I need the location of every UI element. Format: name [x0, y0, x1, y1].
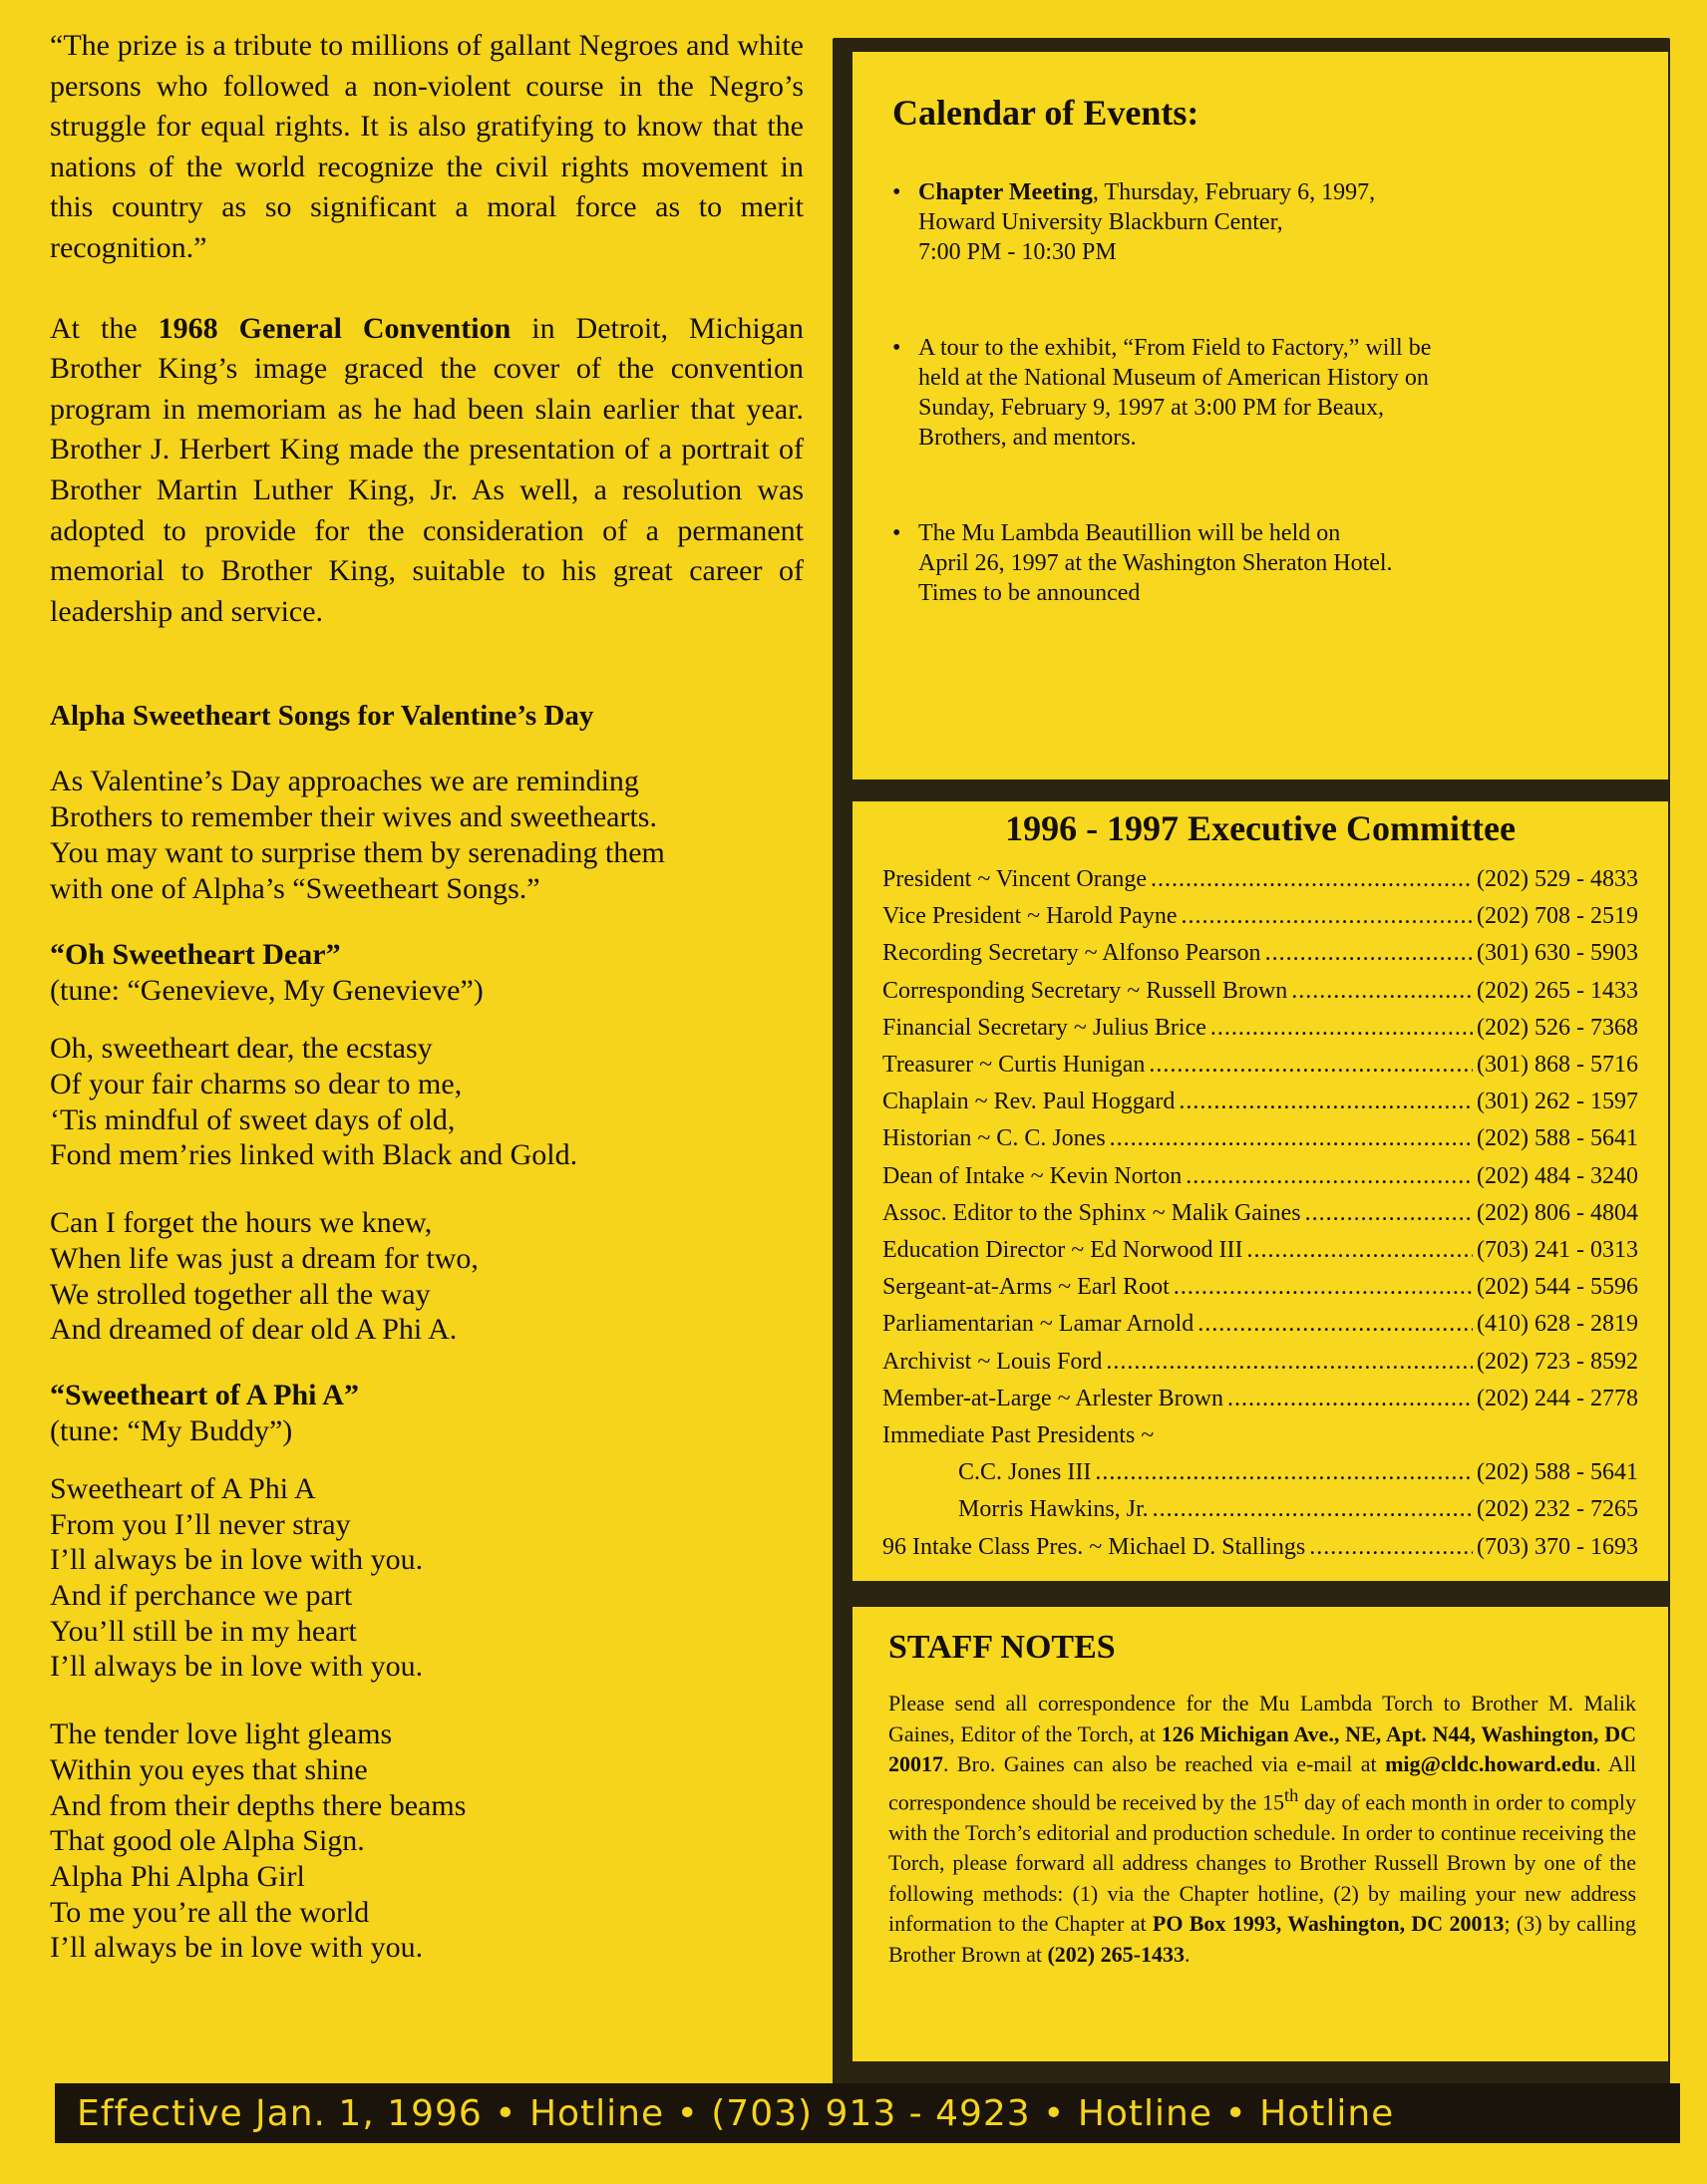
lyric-line: I’ll always be in love with you.: [50, 1931, 424, 1965]
leader-dots: [1309, 1529, 1473, 1566]
leader-dots: [1265, 935, 1473, 972]
editor-email: mig@cldc.howard.edu: [1385, 1751, 1596, 1777]
event-line: 7:00 PM - 10:30 PM: [918, 239, 1117, 265]
left-column: [50, 26, 804, 1966]
executive-row: [882, 1491, 1638, 1528]
lyric-line: Of your fair charms so dear to me,: [50, 1068, 463, 1101]
leader-dots: [1197, 1306, 1473, 1343]
executive-committee-panel: [853, 801, 1668, 1581]
lyric-line: That good ole Alpha Sign.: [50, 1824, 365, 1858]
lyric-line: When life was just a dream for two,: [50, 1241, 479, 1275]
executive-row: [882, 1454, 1638, 1491]
leader-dots: [1149, 1047, 1473, 1084]
leader-dots: [1305, 1195, 1473, 1232]
executive-row: [882, 1529, 1638, 1566]
lyric-line: Alpha Phi Alpha Girl: [50, 1859, 305, 1893]
leader-dots: [1174, 1269, 1473, 1306]
member-phone: (202) 529 - 4833: [1477, 866, 1638, 892]
staff-notes-panel: [853, 1607, 1668, 2061]
member-role: President ~ Vincent Orange: [882, 866, 1148, 892]
executive-row: [882, 973, 1638, 1010]
staff-text: day of each month in order to comply with the Torch’s editorial and production schedule. In order to continue receiving the Torch, please forward all address changes to Brother Russell Brown by one of the following methods: (1) via the Chapter hotline, (2) by mailing your new address information to the Chapter at: [888, 1789, 1636, 1937]
leader-dots: [1095, 1454, 1473, 1491]
lyric-line: Can I forget the hours we knew,: [50, 1206, 433, 1240]
executive-row: [882, 1158, 1638, 1195]
intro-line: You may want to surprise them by serenading them: [50, 836, 665, 870]
songs-intro: [50, 764, 804, 907]
member-phone: (703) 370 - 1693: [1477, 1533, 1638, 1560]
executive-row: [882, 1010, 1638, 1047]
lyric-line: Within you eyes that shine: [50, 1752, 368, 1786]
member-phone: (202) 484 - 3240: [1477, 1162, 1638, 1189]
event-line: A tour to the exhibit, “From Field to Factory,” will be: [918, 335, 1432, 361]
brown-phone: (202) 265-1433: [1047, 1942, 1185, 1968]
ordinal-suffix: th: [1283, 1784, 1299, 1805]
executive-row: [882, 1381, 1638, 1417]
lyric-line: And from their depths there beams: [50, 1788, 467, 1822]
lyric-line: Oh, sweetheart dear, the ecstasy: [50, 1032, 433, 1066]
songs-heading: Alpha Sweetheart Songs for Valentine’s Day: [50, 700, 594, 733]
executive-row: [882, 1232, 1638, 1269]
executive-row: [882, 1344, 1638, 1381]
member-role: Morris Hawkins, Jr.: [958, 1496, 1149, 1523]
calendar-event: [892, 177, 1630, 267]
staff-notes-body: [888, 1689, 1636, 1971]
calendar-list: [892, 177, 1630, 608]
member-phone: (202) 526 - 7368: [1477, 1014, 1638, 1041]
leader-dots: [1179, 1084, 1473, 1120]
song2-stanza-2: [50, 1716, 804, 1966]
executive-row: [882, 1417, 1638, 1454]
member-role: Assoc. Editor to the Sphinx ~ Malik Gaines: [882, 1199, 1301, 1226]
member-phone: (202) 265 - 1433: [1477, 977, 1638, 1004]
member-role: Parliamentarian ~ Lamar Arnold: [882, 1311, 1195, 1338]
member-role: Archivist ~ Louis Ford: [882, 1348, 1103, 1375]
event-line: Times to be announced: [918, 580, 1141, 606]
member-phone: (703) 241 - 0313: [1477, 1237, 1638, 1264]
member-phone: (410) 628 - 2819: [1477, 1311, 1638, 1338]
staff-notes-title: STAFF NOTES: [888, 1629, 1116, 1666]
leader-dots: [1186, 1158, 1473, 1195]
staff-text: . All correspondence should be received by the 15: [888, 1751, 1636, 1815]
leader-dots: [1151, 861, 1473, 898]
member-role: Corresponding Secretary ~ Russell Brown: [882, 977, 1288, 1004]
leader-dots: [1153, 1491, 1473, 1528]
member-role: Member-at-Large ~ Arlester Brown: [882, 1385, 1223, 1411]
quote-paragraph: “The prize is a tribute to millions of gallant Negroes and white persons who followed a non-violent course in the Negro’s struggle for equal rights. It is also gratifying to know that the nations of the world recognize the civil rights movement in this country as so significant a moral force as to merit recognition.”: [50, 29, 804, 264]
member-phone: (301) 630 - 5903: [1477, 940, 1638, 967]
member-phone: (301) 262 - 1597: [1477, 1089, 1638, 1115]
member-role: Treasurer ~ Curtis Hunigan: [882, 1052, 1146, 1079]
song1-stanza-1: [50, 1031, 804, 1173]
song1-tune: (tune: “Genevieve, My Genevieve”): [50, 974, 484, 1008]
member-role: Financial Secretary ~ Julius Brice: [882, 1014, 1206, 1041]
song2-tune: (tune: “My Buddy”): [50, 1413, 293, 1447]
executive-row: [882, 1269, 1638, 1306]
chapter-pobox: PO Box 1993, Washington, DC 20013: [1152, 1911, 1505, 1937]
event-line: The Mu Lambda Beautillion will be held on: [918, 520, 1341, 546]
song1-stanza-2: [50, 1205, 804, 1348]
leader-dots: [1110, 1120, 1473, 1157]
lyric-line: I’ll always be in love with you.: [50, 1650, 424, 1684]
member-role: C.C. Jones III: [958, 1459, 1092, 1486]
executive-row: [882, 1195, 1638, 1232]
calendar-event: [892, 333, 1630, 453]
staff-text: .: [1184, 1942, 1191, 1968]
lyric-line: To me you’re all the world: [50, 1895, 370, 1929]
lyric-line: And if perchance we part: [50, 1579, 353, 1613]
event-line: , Thursday, February 6, 1997,: [1092, 179, 1376, 205]
executive-row: [882, 898, 1638, 935]
leader-dots: [1247, 1232, 1473, 1269]
member-role: Sergeant-at-Arms ~ Earl Root: [882, 1274, 1170, 1301]
member-phone: (301) 868 - 5716: [1477, 1052, 1638, 1079]
executive-roster: [882, 861, 1638, 1566]
member-role: Dean of Intake ~ Kevin Norton: [882, 1162, 1183, 1189]
event-line: April 26, 1997 at the Washington Sheraton Hotel.: [918, 550, 1393, 576]
calendar-event: [892, 518, 1630, 608]
lyric-line: And dreamed of dear old A Phi A.: [50, 1313, 458, 1347]
member-phone: (202) 232 - 7265: [1477, 1496, 1638, 1523]
lyric-line: Sweetheart of A Phi A: [50, 1471, 316, 1505]
member-phone: (202) 588 - 5641: [1477, 1459, 1638, 1486]
leader-dots: [1291, 973, 1473, 1010]
calendar-panel: [853, 52, 1668, 780]
member-phone: (202) 244 - 2778: [1477, 1385, 1638, 1411]
member-role: Recording Secretary ~ Alfonso Pearson: [882, 940, 1261, 967]
member-role: Chaplain ~ Rev. Paul Hoggard: [882, 1089, 1176, 1115]
executive-row: [882, 1084, 1638, 1120]
member-phone: (202) 708 - 2519: [1477, 903, 1638, 930]
leader-dots: [1158, 1417, 1634, 1454]
executive-row: [882, 935, 1638, 972]
convention-paragraph: [50, 309, 804, 633]
event-line: Howard University Blackburn Center,: [918, 209, 1283, 235]
member-role: Immediate Past Presidents ~: [882, 1422, 1155, 1449]
song2-title: “Sweetheart of A Phi A”: [50, 1378, 359, 1411]
hotline-banner: Effective Jan. 1, 1996 • Hotline • (703) 913 - 4923 • Hotline • Hotline: [55, 2083, 1680, 2143]
intro-line: As Valentine’s Day approaches we are reminding: [50, 765, 639, 798]
lyric-line: We strolled together all the way: [50, 1277, 431, 1311]
convention-text-pre: At the: [50, 311, 159, 345]
executive-row: [882, 1120, 1638, 1157]
executive-row: [882, 1306, 1638, 1343]
leader-dots: [1181, 898, 1473, 935]
staff-text: . Bro. Gaines can also be reached via e-mail at: [943, 1751, 1386, 1777]
member-phone: (202) 588 - 5641: [1477, 1125, 1638, 1152]
lyric-line: The tender love light gleams: [50, 1717, 393, 1751]
member-role: Education Director ~ Ed Norwood III: [882, 1237, 1243, 1264]
member-phone: (202) 723 - 8592: [1477, 1348, 1638, 1375]
song2-stanza-1: [50, 1471, 804, 1685]
member-role: Historian ~ C. C. Jones: [882, 1125, 1106, 1152]
intro-line: with one of Alpha’s “Sweetheart Songs.”: [50, 872, 540, 906]
event-line: held at the National Museum of American History on: [918, 365, 1429, 391]
lyric-line: You’ll still be in my heart: [50, 1614, 357, 1648]
convention-bold: 1968 General Convention: [158, 311, 512, 345]
leader-dots: [1227, 1381, 1473, 1417]
member-phone: (202) 806 - 4804: [1477, 1199, 1638, 1226]
lyric-line: From you I’ll never stray: [50, 1507, 351, 1541]
song1-title: “Oh Sweetheart Dear”: [50, 938, 341, 972]
event-line: Sunday, February 9, 1997 at 3:00 PM for Beaux,: [918, 395, 1385, 421]
staff-text: ; (3) by calling Brother Brown at: [888, 1911, 1636, 1968]
lyric-line: Fond mem’ries linked with Black and Gold.: [50, 1138, 578, 1172]
calendar-title: Calendar of Events:: [892, 93, 1199, 133]
convention-text-post: in Detroit, Michigan Brother King’s image graced the cover of the convention program in memoriam as he had been slain earlier that year. Brother J. Herbert King made the presentation of a portrait of Brother Martin Luther King, Jr. As well, a resolution was adopted to provide for the consideration of a permanent memorial to Brother King, suitable to his great career of leadership and service.: [50, 311, 804, 628]
staff-text: Please send all correspondence for the Mu Lambda Torch to Brother M. Malik Gaines, Editor of the Torch, at: [888, 1691, 1636, 1746]
lyric-line: ‘Tis mindful of sweet days of old,: [50, 1102, 456, 1136]
executive-title: 1996 - 1997 Executive Committee: [1005, 808, 1516, 848]
member-phone: (202) 544 - 5596: [1477, 1274, 1638, 1301]
executive-row: [882, 1047, 1638, 1084]
leader-dots: [1106, 1344, 1473, 1381]
event-line: Brothers, and mentors.: [918, 425, 1137, 451]
executive-row: [882, 861, 1638, 898]
intro-line: Brothers to remember their wives and sweethearts.: [50, 800, 657, 834]
event-bold: Chapter Meeting: [918, 179, 1093, 205]
leader-dots: [1210, 1010, 1473, 1047]
lyric-line: I’ll always be in love with you.: [50, 1543, 424, 1577]
editor-address: 126 Michigan Ave., NE, Apt. N44, Washington, DC 20017: [888, 1720, 1636, 1777]
member-role: Vice President ~ Harold Payne: [882, 903, 1178, 930]
member-role: 96 Intake Class Pres. ~ Michael D. Stallings: [882, 1533, 1306, 1560]
